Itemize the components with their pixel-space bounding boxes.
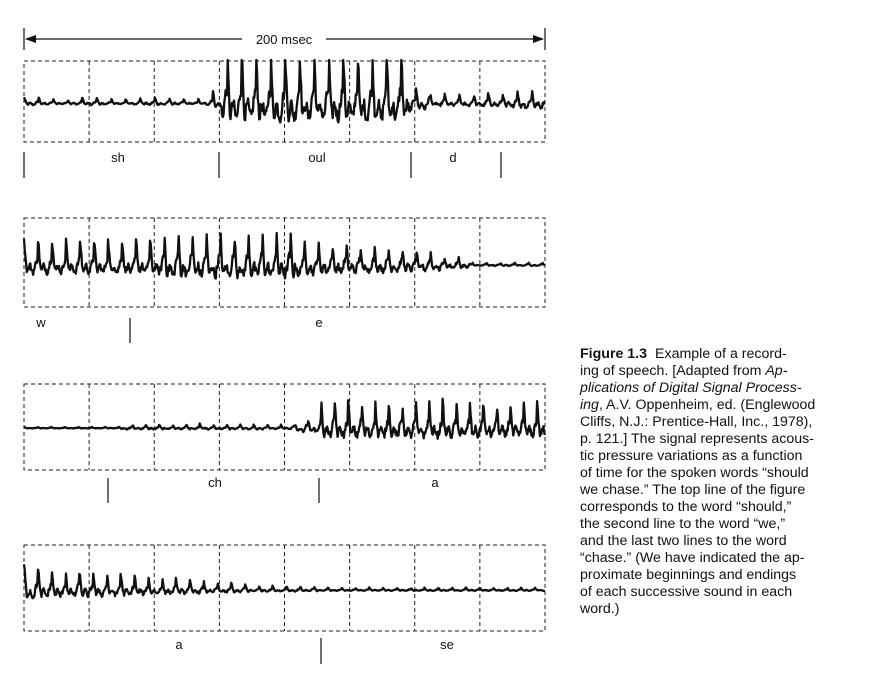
caption-line: and the last two lines to the word [580, 533, 787, 549]
caption-line: corresponds to the word “should,” [580, 499, 792, 515]
caption-line: Cliffs, N.J.: Prentice-Hall, Inc., 1978), [580, 414, 813, 430]
segment-label-w: w [36, 315, 46, 330]
caption-line: p. 121.] The signal represents acous- [580, 431, 814, 447]
time-scale-bar [24, 28, 545, 50]
waveform-row-should [24, 60, 545, 178]
segment-label-ch: ch [208, 475, 222, 490]
segment-label-oul: oul [308, 150, 326, 165]
caption-line: ing of speech. [Adapted from [580, 363, 766, 379]
waveform-row-chase-1 [24, 384, 545, 503]
figure-caption [580, 346, 862, 618]
caption-italic-fragment: ing [580, 397, 599, 413]
caption-line: we chase.” The top line of the figure [580, 482, 806, 498]
waveform-row-chase-2 [24, 545, 545, 664]
segment-label-sh: sh [111, 150, 125, 165]
figure-number: Figure 1.3 [580, 346, 648, 362]
caption-line: of time for the spoken words “should [580, 465, 809, 481]
row-grid [24, 218, 545, 307]
caption-line: the second line to the word “we,” [580, 516, 786, 532]
segment-label-e: e [315, 315, 323, 330]
caption-line: of each successive sound in each [580, 584, 793, 600]
time-scale-label: 200 msec [255, 32, 313, 47]
caption-line: plications of Digital Signal Process- [580, 380, 802, 396]
waveform-row-we [24, 218, 545, 343]
caption-italic-fragment: Ap- [765, 363, 788, 379]
caption-line: Example of a record- [655, 346, 787, 362]
segment-label-a: a [431, 475, 439, 490]
caption-line: , A.V. Oppenheim, ed. (Englewood [598, 397, 816, 413]
caption-line: proximate beginnings and endings [580, 567, 797, 583]
segment-label-a: a [175, 637, 183, 652]
segment-label-d: d [449, 150, 457, 165]
caption-line: tic pressure variations as a function [580, 448, 803, 464]
segment-label-se: se [440, 637, 454, 652]
caption-line: word.) [580, 601, 620, 617]
caption-line: “chase.” (We have indicated the ap- [580, 550, 805, 566]
speech-waveform-trace [24, 399, 545, 439]
